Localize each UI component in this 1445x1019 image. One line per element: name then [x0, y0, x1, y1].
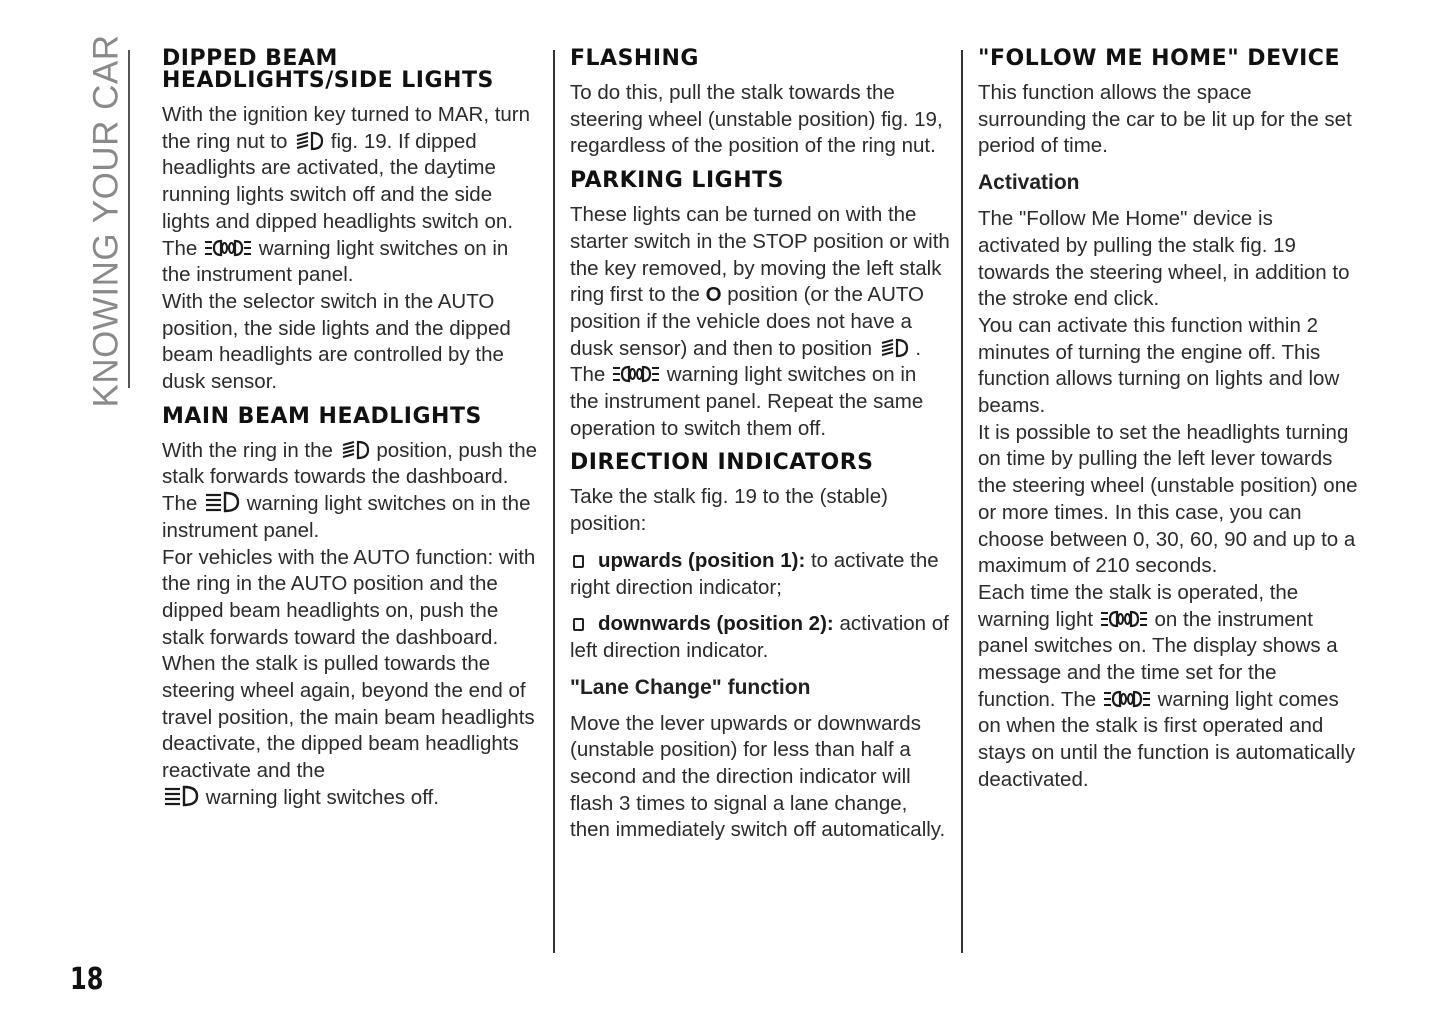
side-lights-icon	[203, 238, 253, 258]
column-divider-1	[553, 50, 555, 953]
heading-follow-me-home: "FOLLOW ME HOME" DEVICE	[978, 46, 1340, 71]
main-beam-icon	[162, 785, 200, 807]
heading-flashing: FLASHING	[570, 46, 699, 71]
column-3	[978, 48, 1358, 804]
bullet-box-icon	[573, 618, 584, 631]
heading-parking-lights: PARKING LIGHTS	[570, 168, 784, 194]
column-1	[162, 48, 540, 822]
column-divider-2	[961, 50, 963, 953]
side-lights-icon	[1102, 689, 1152, 709]
paragraph-activation: The "Follow Me Home" device is activated by pulling the stalk fig. 19 towards the steering wheel, in addition to the stroke end click. You can activate this function within 2 minutes of turning the engine off. This function allows turning on lights and low beams. It is possible to set the headlights turning on time by pulling the left lever towards the steering wheel (unstable position) one or more times. In this case, you can choose between 0, 30, 60, 90 and up to a maximum of 210 seconds. Each time the stalk is operated, the warning light on the instrument panel switches on. The display shows a message and the time set for the function. The warning light comes on when the stalk is first operated and stays on until the function is automatically deactivated.	[978, 207, 1358, 791]
section-divider	[128, 50, 130, 388]
paragraph-main-beam: With the ring in the position, push the stalk forwards towards the dashboard. The warning light switches on in the instrument panel. For vehicles with the AUTO function: with the ring in the AUTO position and the dipped beam headlights on, push the stalk forwards toward the dashboard. When the stalk is pulled towards the steering wheel again, beyond the end of travel position, the main beam headlights deactivate, the dipped beam headlights reactivate and the warning light switches off.	[162, 438, 538, 809]
list-item-downwards: downwards (position 2): activation of left direction indicator.	[570, 612, 949, 662]
paragraph-direction-indicators: Take the stalk fig. 19 to the (stable) position:	[570, 485, 888, 536]
heading-main-beam: MAIN BEAM HEADLIGHTS	[162, 403, 482, 429]
side-lights-icon	[1099, 609, 1149, 629]
paragraph-parking-lights: These lights can be turned on with the starter switch in the STOP position or with the key removed, by moving the left stalk ring first to the O position (or the AUTO position if the vehicle does not have a dusk sensor) and then to position . The warning light switches on in the instrument panel. Repeat the same operation to switch them off.	[570, 203, 950, 440]
paragraph-flashing: To do this, pull the stalk towards the steering wheel (unstable position) fig. 19, regardless of the position of the ring nut.	[570, 81, 943, 158]
dipped-beam-icon	[339, 440, 371, 460]
bullet-box-icon	[573, 555, 584, 568]
main-beam-icon	[203, 491, 241, 513]
heading-dipped-beam: DIPPED BEAM HEADLIGHTS/SIDE LIGHTS	[162, 46, 494, 93]
paragraph-follow-me-home: This function allows the space surrounding the car to be lit up for the set period of time.	[978, 81, 1352, 158]
side-lights-icon	[611, 364, 661, 384]
column-2	[570, 48, 950, 854]
dipped-beam-icon	[293, 131, 325, 151]
section-title: KNOWING YOUR CAR	[86, 34, 125, 407]
list-item-upwards: upwards (position 1): to activate the right direction indicator;	[570, 548, 939, 599]
paragraph-dipped-beam: With the ignition key turned to MAR, turn the ring nut to fig. 19. If dipped headlights are activated, the daytime running lights switch off and the side lights and dipped headlights switch on. The warning light switches on in the instrument panel. With the selector switch in the AUTO position, the side lights and the dipped beam headlights are controlled by the dusk sensor.	[162, 103, 531, 394]
dipped-beam-icon	[878, 338, 910, 358]
heading-activation: Activation	[978, 171, 1080, 195]
page-number: 18	[70, 962, 104, 997]
paragraph-lane-change: Move the lever upwards or downwards (unstable position) for less than half a second and the direction indicator will flash 3 times to signal a lane change, then immediately switch off automatically.	[570, 711, 946, 842]
heading-direction-indicators: DIRECTION INDICATORS	[570, 450, 874, 476]
heading-lane-change: "Lane Change" function	[570, 675, 811, 699]
